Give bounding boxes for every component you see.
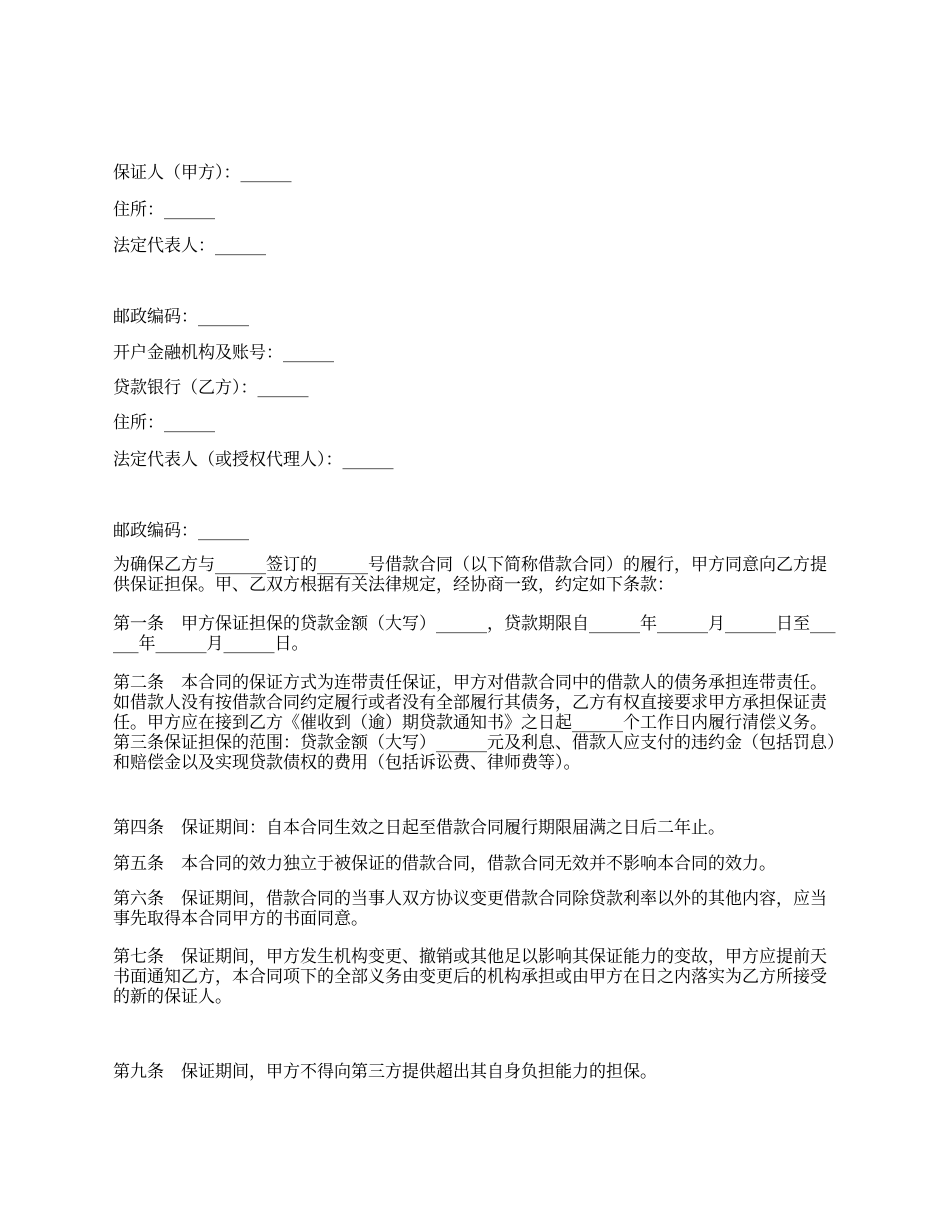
article-6: 第六条 保证期间，借款合同的当事人双方协议变更借款合同除贷款利率以外的其他内容，应当事先取得本合同甲方的书面同意。: [113, 889, 827, 929]
article-5: 第五条 本合同的效力独立于被保证的借款合同，借款合同无效并不影响本合同的效力。: [113, 854, 776, 874]
guarantor-address-line: 住所：______: [113, 200, 215, 220]
article-4: 第四条 保证期间：自本合同生效之日起至借款合同履行期限届满之日后二年止。: [113, 818, 725, 838]
article-2-and-3: 第二条 本合同的保证方式为连带责任保证，甲方对借款合同中的借款人的债务承担连带责任。如借款人没有按借款合同约定履行或者没有全部履行其债务，乙方有权直接要求甲方承担保证责任。甲方应在接到乙方《催收到（逾）期贷款通知书》之日起______个工作日内履行清偿义务。 第三条保证担保的范围：贷款金额（大写）______元及利息、借款人应支付的违约金（包括罚息）和赔偿金以及实现贷款债权的费用（包括诉讼费、律师费等）。: [113, 673, 836, 773]
article-1: 第一条 甲方保证担保的贷款金额（大写）______，贷款期限自______年______月______日至______年______月______日。: [113, 614, 836, 654]
lender-legal-rep-line: 法定代表人（或授权代理人）：______: [113, 450, 394, 470]
guarantor-bank-account-line: 开户金融机构及账号：______: [113, 343, 334, 363]
guarantor-name-line: 保证人（甲方）：______: [113, 163, 292, 183]
article-7: 第七条 保证期间，甲方发生机构变更、撤销或其他足以影响其保证能力的变故，甲方应提前天书面通知乙方，本合同项下的全部义务由变更后的机构承担或由甲方在日之内落实为乙方所接受的新的保证人。: [113, 947, 827, 1007]
article-9: 第九条 保证期间，甲方不得向第三方提供超出其自身负担能力的担保。: [113, 1062, 657, 1082]
preamble-paragraph: 为确保乙方与______签订的______号借款合同（以下简称借款合同）的履行，甲方同意向乙方提供保证担保。甲、乙双方根据有关法律规定，经协商一致，约定如下条款：: [113, 555, 827, 595]
guarantor-legal-rep-line: 法定代表人：______: [113, 236, 266, 256]
lender-address-line: 住所：______: [113, 413, 215, 433]
lender-postcode-line: 邮政编码：______: [113, 521, 249, 541]
lender-name-line: 贷款银行（乙方）：______: [113, 378, 309, 398]
guarantor-postcode-line: 邮政编码：______: [113, 307, 249, 327]
